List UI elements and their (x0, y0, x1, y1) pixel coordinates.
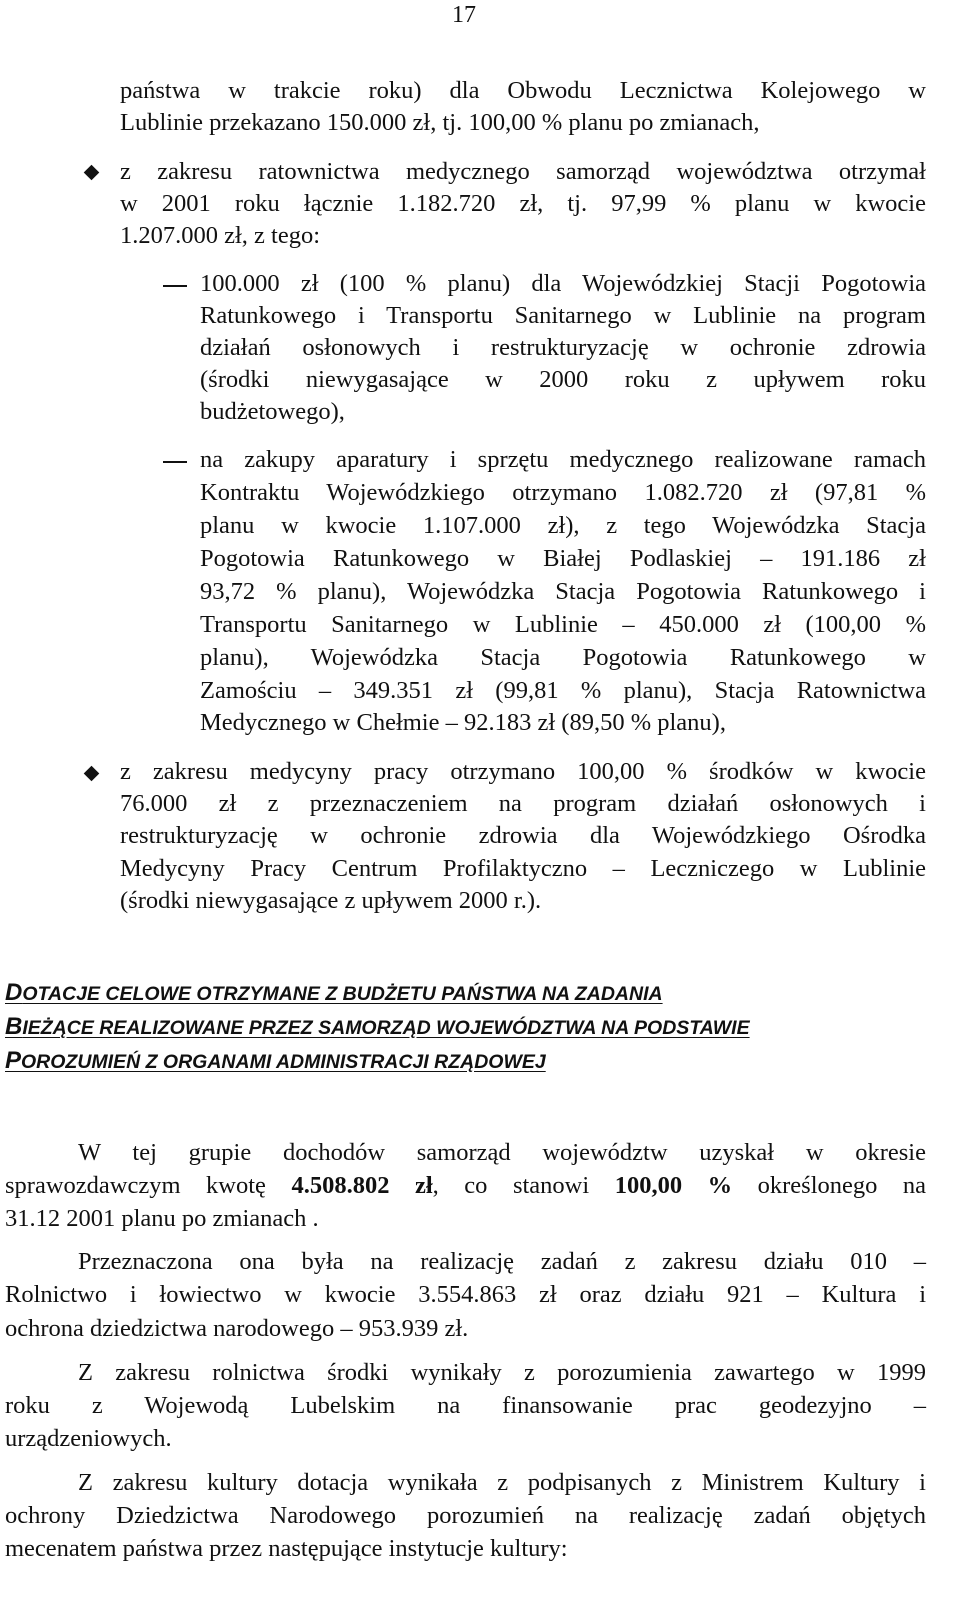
para1-line-2: sprawozdawczym kwotę 4.508.802 zł, co stanowi 100,00 % określonego na (5, 1172, 927, 1199)
sub2-line-5: 93,72 % planu), Wojewódzka Stacja Pogotowia Ratunkowego i (200, 578, 926, 605)
sub2-line-2: Kontraktu Wojewódzkiego otrzymano 1.082.720 zł (97,81 % (200, 479, 926, 506)
intro-line-1: państwa w trakcie roku) dla Obwodu Lecznictwa Kolejowego w (120, 77, 926, 104)
sub1-line-5: budżetowego), (200, 398, 345, 425)
section-heading-line-2: BIEŻĄCE REALIZOWANE PRZEZ SAMORZĄD WOJEWÓDZTWA NA PODSTAWIE (5, 1013, 750, 1040)
bullet1-line-2: w 2001 roku łącznie 1.182.720 zł, tj. 97,99 % planu w kwocie (120, 190, 926, 217)
para3-line-3: urządzeniowych. (5, 1425, 172, 1452)
sub2-line-9: Medycznego w Chełmie – 92.183 zł (89,50 % planu), (200, 709, 726, 736)
dash-bullet-icon (163, 461, 187, 463)
sub1-line-1: 100.000 zł (100 % planu) dla Wojewódzkiej Stacji Pogotowia (200, 270, 926, 297)
bullet1-line-1: z zakresu ratownictwa medycznego samorząd województwa otrzymał (120, 158, 926, 185)
para1-line-3: 31.12 2001 planu po zmianach . (5, 1205, 319, 1232)
sub2-line-3: planu w kwocie 1.107.000 zł), z tego Wojewódzka Stacja (200, 512, 926, 539)
para4-line-1: Z zakresu kultury dotacja wynikała z podpisanych z Ministrem Kultury i (78, 1469, 926, 1496)
para2-line-1: Przeznaczona ona była na realizację zadań z zakresu działu 010 – (78, 1248, 926, 1275)
bullet1-line-3: 1.207.000 zł, z tego: (120, 222, 321, 249)
sub1-line-3: działań osłonowych i restrukturyzację w ochronie zdrowia (200, 334, 926, 361)
para2-line-2: Rolnictwo i łowiectwo w kwocie 3.554.863 zł oraz działu 921 – Kultura i (5, 1281, 926, 1308)
sub1-line-2: Ratunkowego i Transportu Sanitarnego w Lublinie na program (200, 302, 926, 329)
intro-line-2: Lublinie przekazano 150.000 zł, tj. 100,00 % planu po zmianach, (120, 109, 760, 136)
bullet2-line-1: z zakresu medycyny pracy otrzymano 100,00 % środków w kwocie (120, 758, 926, 785)
bullet2-line-5: (środki niewygasające z upływem 2000 r.). (120, 887, 542, 914)
para4-line-3: mecenatem państwa przez następujące instytucje kultury: (5, 1535, 568, 1562)
sub2-line-7: planu), Wojewódzka Stacja Pogotowia Ratunkowego w (200, 644, 926, 671)
sub2-line-1: na zakupy aparatury i sprzętu medycznego realizowane ramach (200, 446, 926, 473)
sub1-line-4: (środki niewygasające w 2000 roku z upływem roku (200, 366, 926, 393)
para4-line-2: ochrony Dziedzictwa Narodowego porozumień na realizację zadań objętych (5, 1502, 926, 1529)
para3-line-2: roku z Wojewodą Lubelskim na finansowanie prac geodezyjno – (5, 1392, 926, 1419)
bullet-diamond-icon (84, 766, 100, 782)
page-number: 17 (452, 2, 476, 28)
bullet-diamond-icon (84, 165, 100, 181)
sub2-line-8: Zamościu – 349.351 zł (99,81 % planu), Stacja Ratownictwa (200, 677, 926, 704)
para3-line-1: Z zakresu rolnictwa środki wynikały z porozumienia zawartego w 1999 (78, 1359, 926, 1386)
section-heading-line-3: POROZUMIEŃ Z ORGANAMI ADMINISTRACJI RZĄDOWEJ (5, 1047, 546, 1074)
section-heading-line-1: DOTACJE CELOWE OTRZYMANE Z BUDŻETU PAŃSTWA NA ZADANIA (5, 979, 663, 1006)
bullet2-line-4: Medycyny Pracy Centrum Profilaktyczno – Leczniczego w Lublinie (120, 855, 926, 882)
para2-line-3: ochrona dziedzictwa narodowego – 953.939 zł. (5, 1315, 469, 1342)
para1-line-1: W tej grupie dochodów samorząd województw uzyskał w okresie (78, 1139, 926, 1166)
bullet2-line-3: restrukturyzację w ochronie zdrowia dla Wojewódzkiego Ośrodka (120, 822, 926, 849)
sub2-line-6: Transportu Sanitarnego w Lublinie – 450.000 zł (100,00 % (200, 611, 926, 638)
sub2-line-4: Pogotowia Ratunkowego w Białej Podlaskiej – 191.186 zł (200, 545, 926, 572)
dash-bullet-icon (163, 285, 187, 287)
bullet2-line-2: 76.000 zł z przeznaczeniem na program działań osłonowych i (120, 790, 926, 817)
